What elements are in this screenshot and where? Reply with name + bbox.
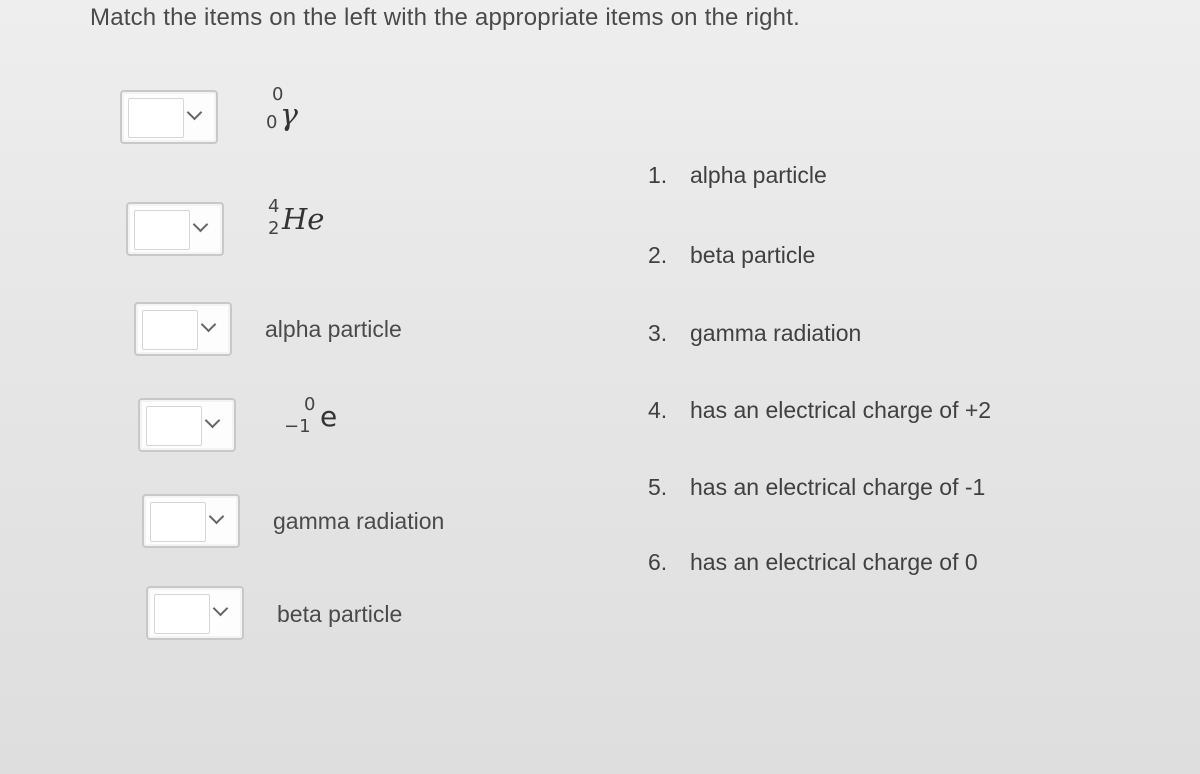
left-item-beta-particle: beta particle [277,601,403,627]
right-item-2 [648,242,815,269]
select-value [154,594,210,634]
right-item-label: alpha particle [690,162,827,188]
left-item-gamma-nuclide [266,84,326,144]
right-item-label: has an electrical charge of -1 [690,474,986,500]
right-item-label: beta particle [690,242,816,268]
nuclide-symbol: γ [280,98,298,133]
match-select-2[interactable] [126,202,224,256]
left-item-alpha-particle: alpha particle [265,316,402,342]
select-value [142,310,198,350]
right-item-number: 5. [648,474,668,500]
instruction-text: Match the items on the left with the appropriate items on the right. [90,4,800,31]
chevron-down-icon [213,601,229,617]
right-item-label: has an electrical charge of 0 [690,549,978,575]
right-item-number: 2. [648,242,668,268]
select-value [150,502,206,542]
atomic-number: 0 [266,112,278,133]
chevron-down-icon [205,413,221,429]
right-item-number: 3. [648,320,668,346]
right-item-5 [648,474,985,501]
select-value [146,406,202,446]
left-item-electron-nuclide [284,394,364,450]
right-item-number: 4. [648,397,668,423]
select-value [128,98,184,138]
right-item-label: has an electrical charge of +2 [690,397,992,423]
atomic-number: 2 [268,218,280,239]
select-value [134,210,190,250]
chevron-down-icon [209,509,225,525]
right-item-number: 6. [648,549,668,575]
nuclide-symbol: He [282,202,325,236]
right-item-4 [648,397,991,424]
chevron-down-icon [193,217,209,233]
match-select-3[interactable] [134,302,232,356]
mass-number: 0 [272,84,284,105]
right-item-1 [648,162,827,189]
right-item-number: 1. [648,162,668,188]
mass-number: 0 [304,394,316,415]
chevron-down-icon [201,317,217,333]
match-select-1[interactable] [120,90,218,144]
right-item-label: gamma radiation [690,320,862,346]
chevron-down-icon [187,105,203,121]
nuclide-symbol: e [320,400,338,433]
left-item-helium-nuclide [268,196,358,252]
match-select-5[interactable] [142,494,240,548]
left-item-gamma-radiation: gamma radiation [273,508,445,534]
match-select-4[interactable] [138,398,236,452]
atomic-number: −1 [284,416,311,437]
match-select-6[interactable] [146,586,244,640]
mass-number: 4 [268,196,280,217]
right-item-3 [648,320,861,347]
right-item-6 [648,549,978,576]
